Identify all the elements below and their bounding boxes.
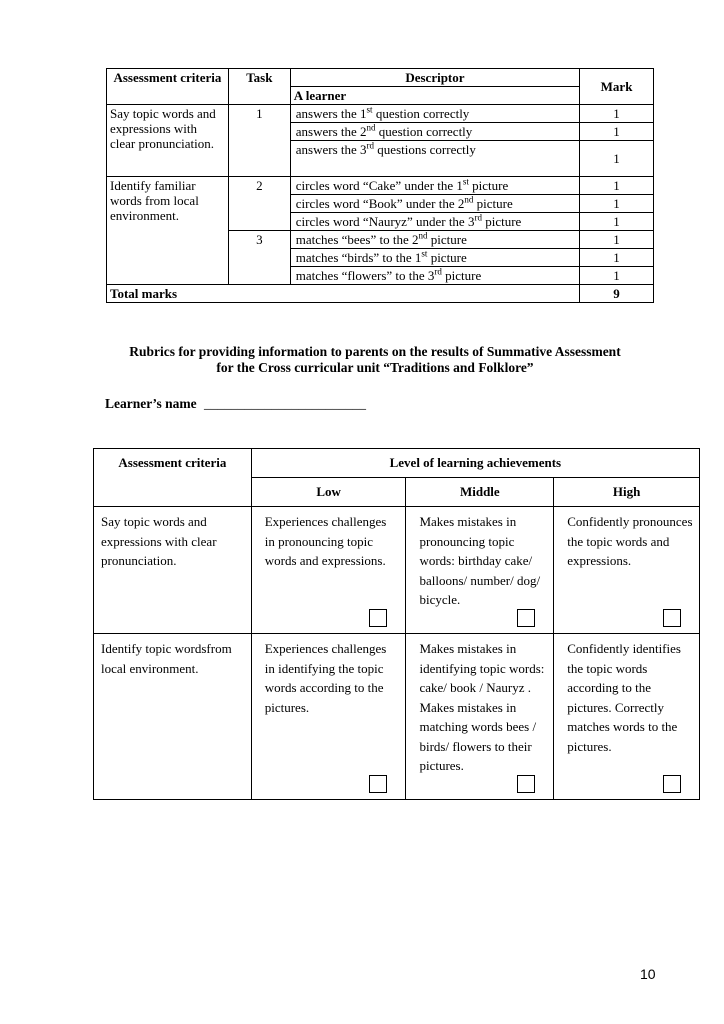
level-middle-header: Middle	[406, 478, 554, 507]
total-row	[107, 285, 654, 303]
descriptor-cell: answers the 3rd questions correctly	[290, 141, 579, 177]
mark-cell: 1	[580, 267, 654, 285]
learner-name-line[interactable]: ________________________	[203, 396, 366, 411]
mark-cell: 1	[580, 141, 654, 177]
task-header: Task	[228, 69, 290, 105]
task-number: 1	[228, 105, 290, 177]
descriptor-subheader: A learner	[290, 87, 579, 105]
rubric-low-cell: Experiences challenges in pronouncing topic words and expressions.	[251, 507, 406, 634]
learner-name-field	[105, 396, 366, 412]
descriptor-cell: circles word “Book” under the 2nd picture	[290, 195, 579, 213]
assessment-mark-table	[106, 68, 654, 303]
table-row	[107, 177, 654, 195]
mark-cell: 1	[580, 249, 654, 267]
descriptor-cell: matches “birds” to the 1st picture	[290, 249, 579, 267]
rubric-title-line-2: for the Cross curricular unit “Traditions and Folklore”	[216, 360, 534, 375]
mark-cell: 1	[580, 177, 654, 195]
low-checkbox[interactable]	[369, 775, 387, 793]
table-row	[107, 105, 654, 123]
total-value: 9	[580, 285, 654, 303]
rubric-level-header: Level of learning achievements	[251, 449, 699, 478]
descriptor-cell: circles word “Cake” under the 1st picture	[290, 177, 579, 195]
low-checkbox[interactable]	[369, 609, 387, 627]
task-number: 2	[228, 177, 290, 231]
rubric-criteria-cell: Say topic words and expressions with clear pronunciation.	[94, 507, 252, 634]
criteria-cell: Identify familiar words from local environment.	[107, 177, 229, 285]
mark-cell: 1	[580, 231, 654, 249]
descriptor-cell: matches “flowers” to the 3rd picture	[290, 267, 579, 285]
rubric-table	[93, 448, 700, 800]
criteria-header: Assessment criteria	[107, 69, 229, 105]
mark-cell: 1	[580, 195, 654, 213]
high-checkbox[interactable]	[663, 775, 681, 793]
criteria-cell: Say topic words and expressions with clear pronunciation.	[107, 105, 229, 177]
high-checkbox[interactable]	[663, 609, 681, 627]
rubric-title	[80, 344, 670, 376]
descriptor-cell: answers the 2nd question correctly	[290, 123, 579, 141]
rubric-title-line-1: Rubrics for providing information to parents on the results of Summative Assessment	[129, 344, 621, 359]
middle-checkbox[interactable]	[517, 775, 535, 793]
rubric-criteria-header: Assessment criteria	[94, 449, 252, 507]
mark-header: Mark	[580, 69, 654, 105]
mark-cell: 1	[580, 213, 654, 231]
rubric-high-cell: Confidently pronounces the topic words and expressions.	[554, 507, 700, 634]
descriptor-cell: answers the 1st question correctly	[290, 105, 579, 123]
descriptor-cell: matches “bees” to the 2nd picture	[290, 231, 579, 249]
rubric-high-cell: Confidently identifies the topic words according to the pictures. Correctly matches words to the pictures.	[554, 634, 700, 800]
rubric-middle-cell: Makes mistakes in pronouncing topic words: birthday cake/ balloons/ number/ dog/ bicycle.	[406, 507, 554, 634]
rubric-middle-cell: Makes mistakes in identifying topic words: cake/ book / Nauryz . Makes mistakes in matching words bees / birds/ flowers to their pictures.	[406, 634, 554, 800]
rubric-row	[94, 507, 700, 634]
middle-checkbox[interactable]	[517, 609, 535, 627]
rubric-low-cell: Experiences challenges in identifying the topic words according to the pictures.	[251, 634, 406, 800]
page-number: 10	[640, 966, 656, 982]
level-low-header: Low	[251, 478, 406, 507]
learner-name-label: Learner’s name	[105, 396, 197, 411]
task-number: 3	[228, 231, 290, 285]
mark-cell: 1	[580, 123, 654, 141]
descriptor-header: Descriptor	[290, 69, 579, 87]
rubric-row	[94, 634, 700, 800]
rubric-criteria-cell: Identify topic wordsfrom local environment.	[94, 634, 252, 800]
descriptor-cell: circles word “Nauryz” under the 3rd picture	[290, 213, 579, 231]
level-high-header: High	[554, 478, 700, 507]
mark-cell: 1	[580, 105, 654, 123]
total-label: Total marks	[107, 285, 580, 303]
